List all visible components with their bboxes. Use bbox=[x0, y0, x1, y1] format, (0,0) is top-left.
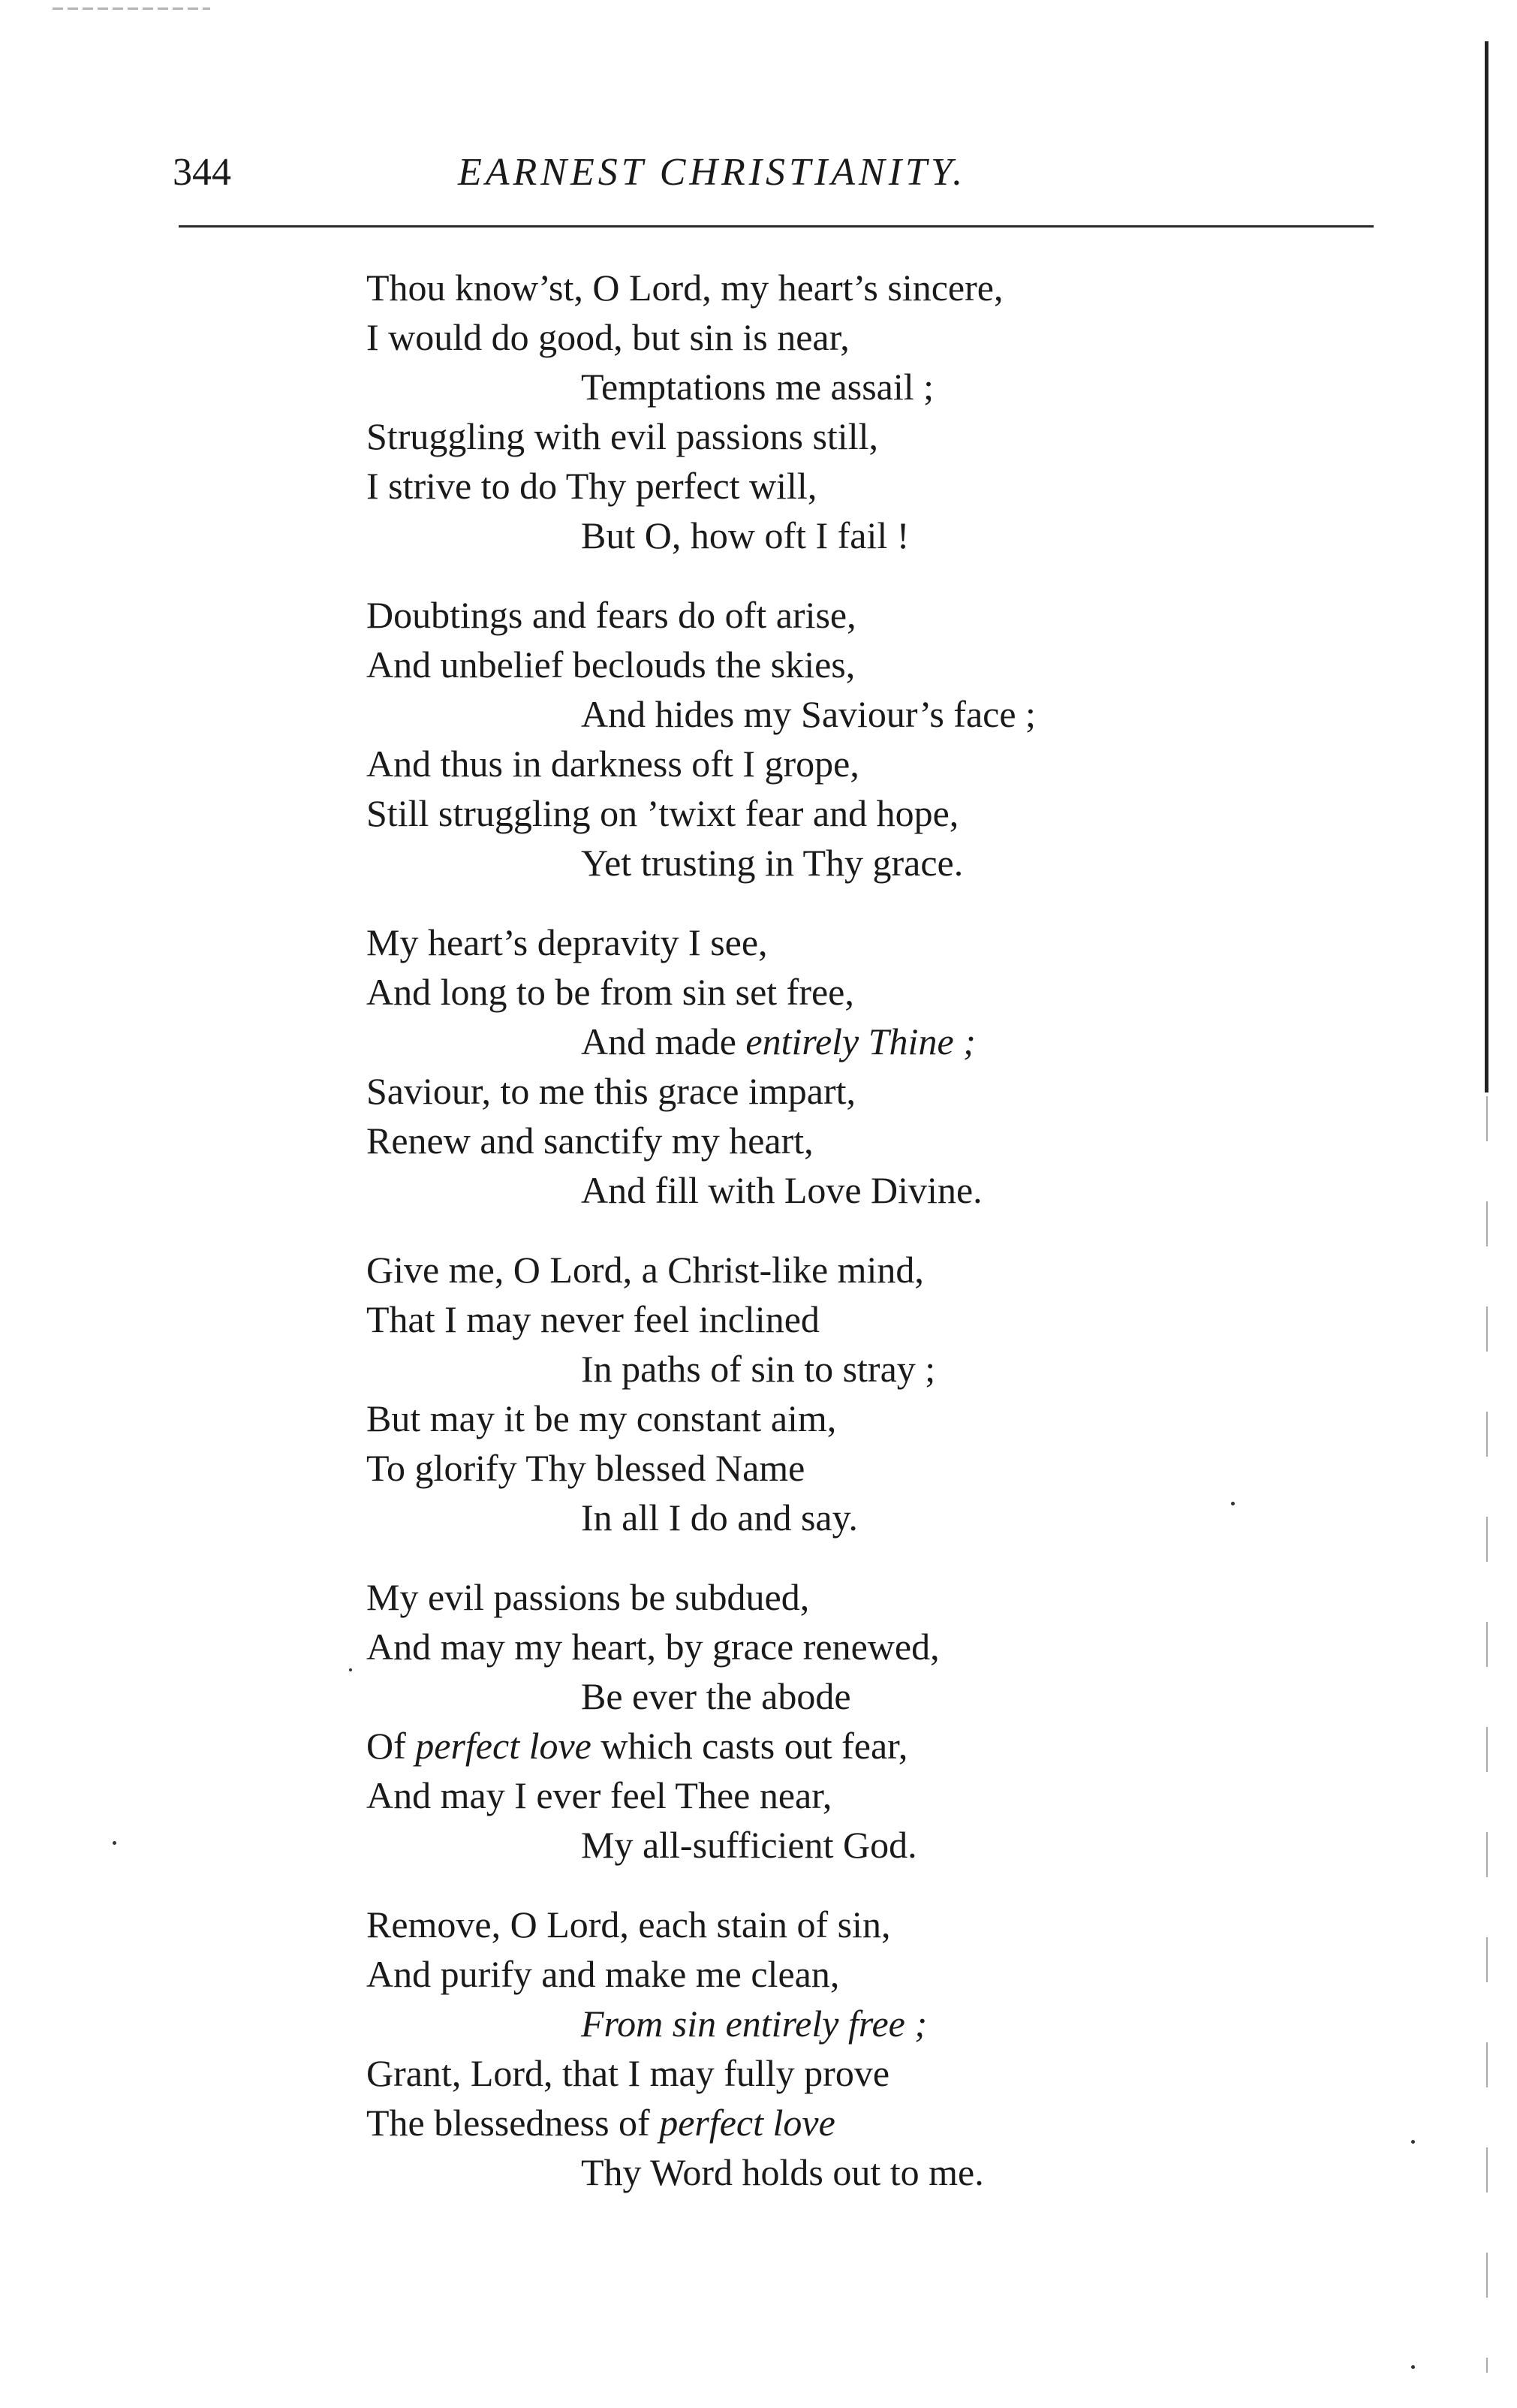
poem-line-italic-text: entirely Thine ; bbox=[745, 1020, 976, 1062]
poem-line bbox=[366, 1820, 1357, 1870]
poem-line-text: My all-sufficient God. bbox=[581, 1824, 917, 1866]
poem-line-text: Remove, O Lord, each stain of sin, bbox=[366, 1903, 891, 1945]
poem-line bbox=[366, 1721, 1357, 1771]
poem-line-text: Give me, O Lord, a Christ-like mind, bbox=[366, 1249, 924, 1291]
poem-stanza bbox=[366, 1245, 1357, 1542]
poem-line bbox=[366, 967, 1357, 1017]
poem-line-text: My evil passions be subdued, bbox=[366, 1576, 810, 1618]
poem-stanza bbox=[366, 1572, 1357, 1870]
poem-line-text: And hides my Saviour’s face ; bbox=[581, 693, 1036, 735]
poem-line bbox=[366, 1017, 1357, 1066]
poem-line bbox=[366, 1999, 1357, 2048]
poem-line-text: Grant, Lord, that I may fully prove bbox=[366, 2052, 890, 2094]
poem-line-text: Doubtings and fears do oft arise, bbox=[366, 594, 856, 636]
poem-line bbox=[366, 788, 1357, 838]
poem-line-italic-text: From sin entirely free ; bbox=[581, 2003, 927, 2045]
poem-line bbox=[366, 1949, 1357, 1999]
poem-line bbox=[366, 1116, 1357, 1165]
scan-speck bbox=[1411, 2365, 1415, 2369]
poem-line bbox=[366, 1443, 1357, 1493]
poem-line bbox=[366, 838, 1357, 888]
scan-speck bbox=[113, 1841, 116, 1845]
poem-line bbox=[366, 1394, 1357, 1443]
header-rule bbox=[179, 225, 1374, 228]
poem-line-text: That I may never feel inclined bbox=[366, 1298, 820, 1340]
poem-line bbox=[366, 1344, 1357, 1394]
scan-page-edge bbox=[1485, 41, 1488, 1092]
poem-line bbox=[366, 1165, 1357, 1215]
running-title: EARNEST CHRISTIANITY. bbox=[458, 151, 967, 194]
poem-line-text: And thus in darkness oft I grope, bbox=[366, 743, 859, 785]
poem-line bbox=[366, 1622, 1357, 1671]
poem-line bbox=[366, 640, 1357, 689]
poem-line bbox=[366, 1245, 1357, 1294]
poem-line-text: Renew and sanctify my heart, bbox=[366, 1120, 814, 1162]
poem-line-text: Struggling with evil passions still, bbox=[366, 415, 878, 457]
poem-line-text: And may I ever feel Thee near, bbox=[366, 1774, 832, 1816]
poem-line bbox=[366, 461, 1357, 511]
poem-line-text: Thy Word holds out to me. bbox=[581, 2151, 984, 2193]
poem-line-text: Of bbox=[366, 1725, 416, 1767]
poem-line bbox=[366, 2147, 1357, 2197]
poem-line bbox=[366, 312, 1357, 362]
poem-line-text: And purify and make me clean, bbox=[366, 1953, 840, 1995]
poem-stanza bbox=[366, 263, 1357, 560]
poem-stanza bbox=[366, 590, 1357, 888]
poem-line bbox=[366, 1572, 1357, 1622]
poem-line-text: And fill with Love Divine. bbox=[581, 1169, 983, 1211]
poem-line bbox=[366, 1900, 1357, 1949]
poem-line-text: I strive to do Thy perfect will, bbox=[366, 465, 817, 507]
poem-line bbox=[366, 918, 1357, 967]
poem-line-text: But may it be my constant aim, bbox=[366, 1397, 837, 1439]
scan-speck bbox=[349, 1668, 352, 1671]
poem-line-text: In all I do and say. bbox=[581, 1496, 858, 1539]
poem-line-text: Thou know’st, O Lord, my heart’s sincere, bbox=[366, 267, 1004, 309]
poem-line bbox=[366, 1771, 1357, 1820]
poem-stanza bbox=[366, 1900, 1357, 2197]
poem-line bbox=[366, 2098, 1357, 2147]
poem-line bbox=[366, 2048, 1357, 2098]
poem-line-text: Still struggling on ’twixt fear and hope, bbox=[366, 792, 959, 834]
poem-line-text: which casts out fear, bbox=[591, 1725, 908, 1767]
poem-line-text: Saviour, to me this grace impart, bbox=[366, 1070, 856, 1112]
poem-line bbox=[366, 739, 1357, 788]
poem-line-text: And long to be from sin set free, bbox=[366, 971, 854, 1013]
poem-line bbox=[366, 689, 1357, 739]
scan-speck bbox=[1411, 2140, 1415, 2144]
poem-line bbox=[366, 1671, 1357, 1721]
poem-line bbox=[366, 362, 1357, 411]
scan-artifact-top bbox=[53, 8, 210, 10]
poem-line bbox=[366, 263, 1357, 312]
poem-line-text: My heart’s depravity I see, bbox=[366, 921, 768, 963]
poem-stanza bbox=[366, 918, 1357, 1215]
poem-line-italic-text: perfect love bbox=[659, 2102, 835, 2144]
poem-line-text: Temptations me assail ; bbox=[581, 366, 935, 408]
poem-line bbox=[366, 411, 1357, 461]
poem-line bbox=[366, 590, 1357, 640]
poem bbox=[366, 263, 1357, 2227]
poem-line-text: Be ever the abode bbox=[581, 1675, 851, 1717]
poem-line-text: And unbelief beclouds the skies, bbox=[366, 643, 856, 686]
poem-line-text: And made bbox=[581, 1020, 746, 1062]
scan-page-edge-faint bbox=[1486, 1096, 1488, 2373]
poem-line bbox=[366, 1294, 1357, 1344]
page-number: 344 bbox=[173, 151, 231, 194]
poem-line-text: Yet trusting in Thy grace. bbox=[581, 842, 964, 884]
poem-line-text: The blessedness of bbox=[366, 2102, 660, 2144]
poem-line bbox=[366, 1493, 1357, 1542]
poem-line-italic-text: perfect love bbox=[415, 1725, 591, 1767]
poem-line bbox=[366, 1066, 1357, 1116]
poem-line-text: But O, how oft I fail ! bbox=[581, 514, 910, 556]
poem-line-text: I would do good, but sin is near, bbox=[366, 316, 850, 358]
poem-line bbox=[366, 511, 1357, 560]
poem-line-text: To glorify Thy blessed Name bbox=[366, 1447, 805, 1489]
poem-line-text: In paths of sin to stray ; bbox=[581, 1348, 936, 1390]
poem-line-text: And may my heart, by grace renewed, bbox=[366, 1626, 940, 1668]
